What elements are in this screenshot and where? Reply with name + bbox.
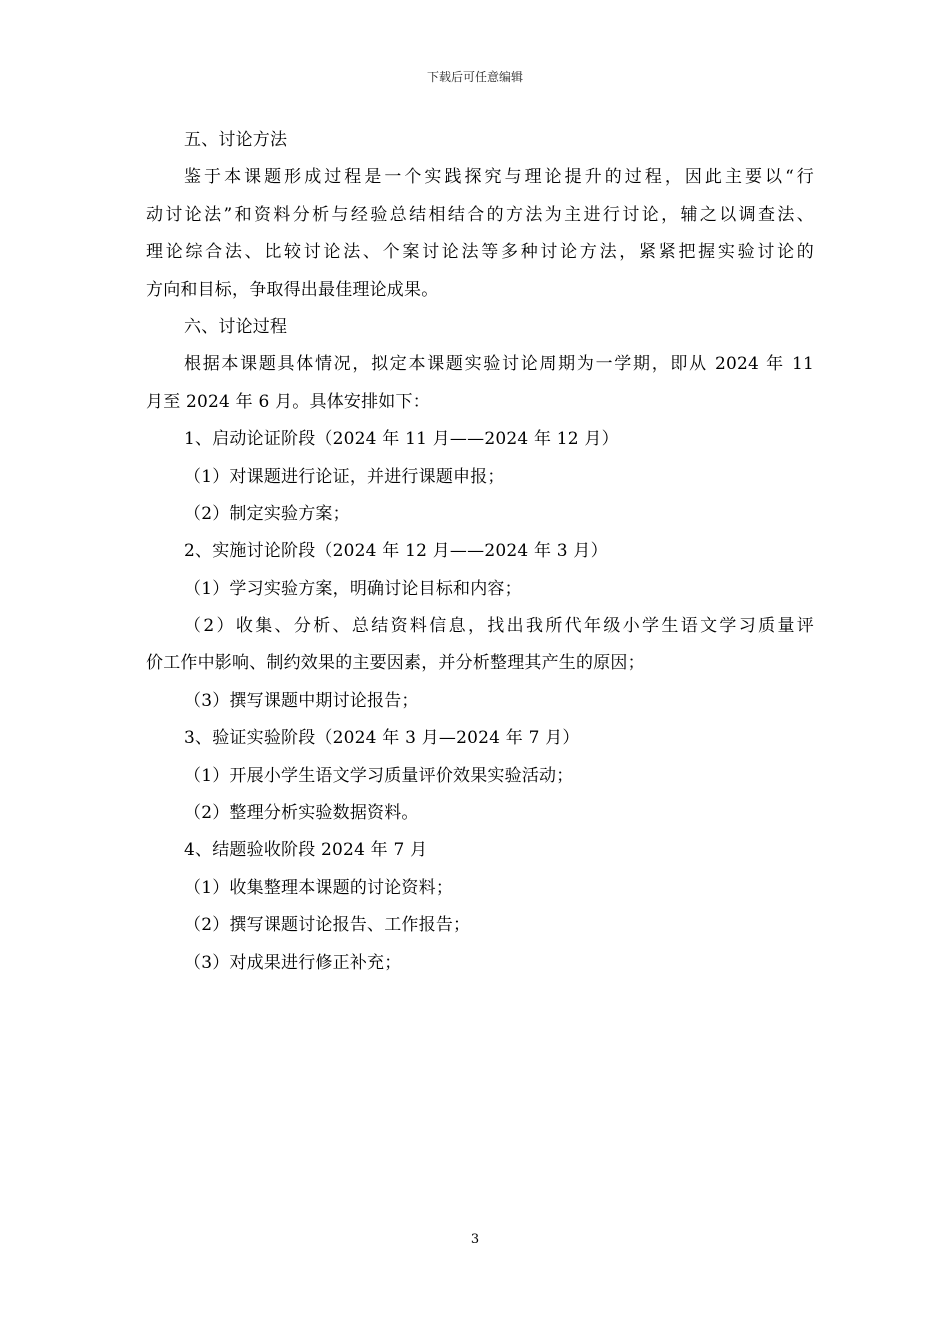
page-header: 下载后可任意编辑 bbox=[426, 70, 523, 84]
text-line: 价工作中影响、制约效果的主要因素，并分析整理其产生的原因； bbox=[146, 653, 645, 674]
text-line: 理论综合法、比较讨论法、个案讨论法等多种讨论方法，紧紧把握实验讨论的 bbox=[146, 242, 814, 263]
text-line: 方向和目标，争取得出最佳理论成果。 bbox=[146, 279, 439, 300]
text-line: （3）对成果进行修正补充； bbox=[184, 952, 402, 973]
page-number: 3 bbox=[470, 1232, 480, 1247]
text-line: 2、实施讨论阶段（2024 年 12 月——2024 年 3 月） bbox=[184, 541, 608, 562]
text-line: 4、结题验收阶段 2024 年 7 月 bbox=[184, 840, 428, 861]
text-line: （1）对课题进行论证，并进行课题申报； bbox=[184, 466, 505, 487]
text-line: 动讨论法”和资料分析与经验总结相结合的方法为主进行讨论，辅之以调查法、 bbox=[146, 204, 814, 225]
text-line: （1）开展小学生语文学习质量评价效果实验活动； bbox=[184, 765, 574, 786]
text-line: 五、讨论方法 bbox=[184, 130, 288, 150]
text-line: （2）制定实验方案； bbox=[184, 503, 350, 524]
text-line: （3）撰写课题中期讨论报告； bbox=[184, 690, 419, 711]
document-body bbox=[146, 122, 814, 982]
text-line: 月至 2024 年 6 月。具体安排如下： bbox=[146, 391, 430, 412]
text-line: 六、讨论过程 bbox=[184, 316, 288, 337]
text-line: 1、启动论证阶段（2024 年 11 月——2024 年 12 月） bbox=[184, 429, 619, 450]
text-line: （1）收集整理本课题的讨论资料； bbox=[184, 877, 454, 898]
text-line: （2）整理分析实验数据资料。 bbox=[184, 803, 419, 824]
text-line: （1）学习实验方案，明确讨论目标和内容； bbox=[184, 578, 522, 599]
text-line: （2）撰写课题讨论报告、工作报告； bbox=[184, 915, 471, 936]
text-line: 3、验证实验阶段（2024 年 3 月—2024 年 7 月） bbox=[184, 728, 580, 749]
text-line: （2）收集、分析、总结资料信息，找出我所代年级小学生语文学习质量评 bbox=[184, 616, 814, 637]
text-line: 鉴于本课题形成过程是一个实践探究与理论提升的过程，因此主要以“行 bbox=[184, 167, 814, 188]
text-line: 根据本课题具体情况，拟定本课题实验讨论周期为一学期，即从 2024 年 11 bbox=[184, 354, 814, 375]
